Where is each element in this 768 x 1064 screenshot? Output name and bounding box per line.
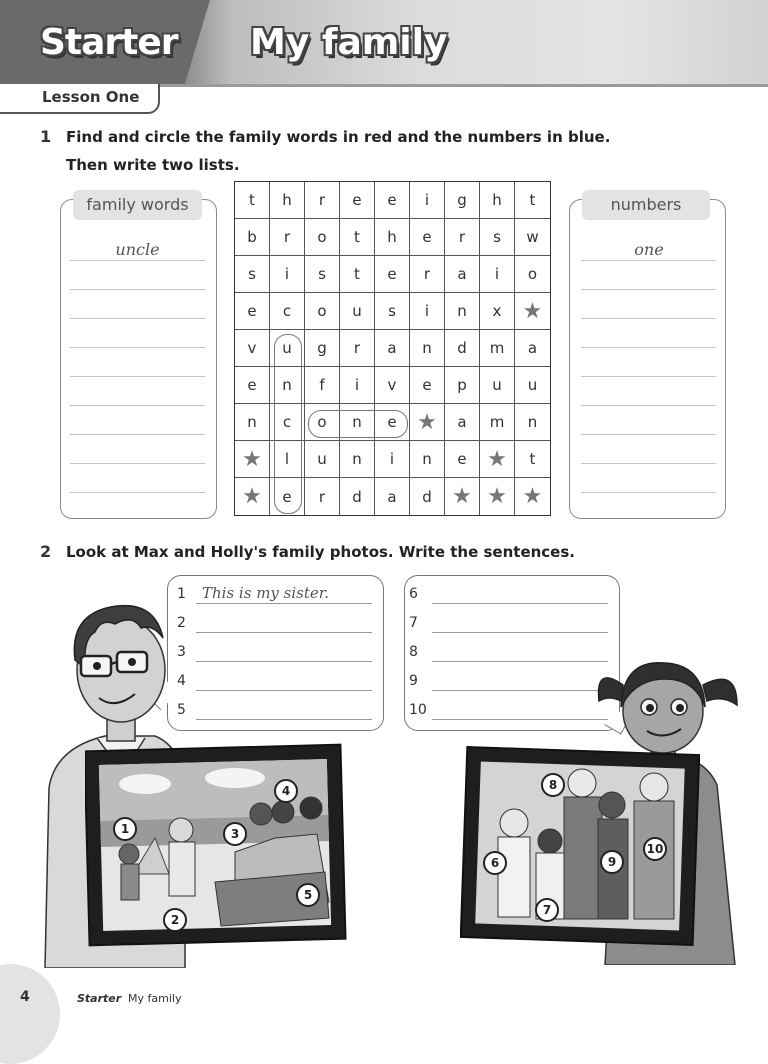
- grid-cell: m: [480, 404, 515, 441]
- grid-cell: i: [410, 182, 445, 219]
- photo-callout: 10: [643, 837, 667, 861]
- photo-callout: 8: [541, 773, 565, 797]
- ruled-line: [581, 260, 716, 261]
- grid-cell: i: [410, 293, 445, 330]
- sentence-number: 7: [409, 615, 418, 631]
- numbers-example: one: [634, 240, 664, 259]
- ruled-line: [581, 376, 716, 377]
- grid-cell: n: [340, 404, 375, 441]
- ruled-line: [70, 347, 205, 348]
- page-number-disc: [0, 964, 60, 1064]
- grid-cell: w: [515, 219, 550, 256]
- write-line: [432, 690, 608, 691]
- grid-cell: e: [410, 367, 445, 404]
- grid-cell: ★: [410, 404, 445, 441]
- grid-cell: n: [515, 404, 550, 441]
- ruled-line: [70, 434, 205, 435]
- footer-topic: My family: [128, 992, 182, 1005]
- grid-cell: ★: [445, 478, 480, 515]
- exercise-2-instruction: Look at Max and Holly's family photos. Write the sentences.: [66, 543, 575, 561]
- grid-cell: ★: [235, 478, 270, 515]
- grid-cell: v: [235, 330, 270, 367]
- ruled-line: [70, 463, 205, 464]
- grid-cell: u: [480, 367, 515, 404]
- grid-cell: r: [410, 256, 445, 293]
- write-line: [432, 603, 608, 604]
- grid-cell: o: [515, 256, 550, 293]
- grid-cell: v: [375, 367, 410, 404]
- ruled-line: [581, 289, 716, 290]
- example-sentence: This is my sister.: [202, 584, 330, 602]
- ruled-line: [581, 347, 716, 348]
- sentence-number: 5: [177, 702, 186, 718]
- grid-cell: e: [375, 404, 410, 441]
- grid-cell: ★: [480, 441, 515, 478]
- grid-cell: h: [375, 219, 410, 256]
- ruled-line: [70, 318, 205, 319]
- grid-cell: d: [445, 330, 480, 367]
- grid-cell: s: [235, 256, 270, 293]
- ruled-line: [581, 463, 716, 464]
- grid-cell: f: [305, 367, 340, 404]
- grid-cell: o: [305, 219, 340, 256]
- grid-cell: n: [340, 441, 375, 478]
- grid-cell: d: [410, 478, 445, 515]
- grid-cell: s: [305, 256, 340, 293]
- sentence-number: 3: [177, 644, 186, 660]
- grid-cell: g: [445, 182, 480, 219]
- grid-cell: h: [270, 182, 305, 219]
- photo-callout: 3: [223, 822, 247, 846]
- circled-word-uncle: [274, 334, 302, 514]
- grid-cell: m: [480, 330, 515, 367]
- sentence-number: 1: [177, 586, 186, 602]
- grid-cell: d: [340, 478, 375, 515]
- grid-cell: n: [235, 404, 270, 441]
- grid-cell: ★: [522, 484, 543, 509]
- grid-cell: t: [235, 182, 270, 219]
- photo-callout: 9: [600, 850, 624, 874]
- grid-cell: a: [375, 478, 410, 515]
- exercise-2-number: 2: [40, 542, 52, 561]
- grid-cell: a: [375, 330, 410, 367]
- grid-cell: r: [445, 219, 480, 256]
- grid-cell: a: [445, 404, 480, 441]
- footer-unit: Starter: [77, 992, 122, 1005]
- sentence-number: 9: [409, 673, 418, 689]
- grid-cell: t: [515, 441, 550, 478]
- write-line: [432, 632, 608, 633]
- ruled-line: [70, 492, 205, 493]
- grid-cell: i: [270, 256, 305, 293]
- ruled-line: [70, 260, 205, 261]
- lesson-label: Lesson One: [42, 88, 140, 106]
- grid-cell: r: [340, 330, 375, 367]
- sentence-number: 10: [409, 702, 427, 718]
- grid-cell: u: [305, 441, 340, 478]
- grid-cell: e: [235, 367, 270, 404]
- sentence-number: 8: [409, 644, 418, 660]
- ruled-line: [581, 492, 716, 493]
- ruled-line: [581, 434, 716, 435]
- circled-word-one: [308, 410, 408, 438]
- sentence-number: 4: [177, 673, 186, 689]
- ruled-line: [70, 376, 205, 377]
- grid-cell: n: [410, 330, 445, 367]
- grid-cell: h: [480, 182, 515, 219]
- exercise-1-number: 1: [40, 127, 52, 146]
- sentence-number: 2: [177, 615, 186, 631]
- photo-callout: 5: [296, 883, 320, 907]
- grid-cell: u: [340, 293, 375, 330]
- grid-cell: e: [375, 182, 410, 219]
- exercise-1-instruction-line2: Then write two lists.: [66, 156, 240, 174]
- sentence-number: 6: [409, 586, 418, 602]
- photo-callout: 7: [535, 898, 559, 922]
- photo-callout: 1: [113, 817, 137, 841]
- page-number: 4: [20, 989, 30, 1005]
- grid-cell: i: [340, 367, 375, 404]
- grid-cell: ★: [480, 478, 515, 515]
- grid-cell: g: [305, 330, 340, 367]
- grid-cell: e: [375, 256, 410, 293]
- numbers-heading: numbers: [582, 190, 710, 220]
- family-words-heading: family words: [73, 190, 202, 220]
- unit-title: Starter: [40, 22, 178, 63]
- grid-cell: c: [270, 404, 305, 441]
- grid-cell: c: [270, 293, 305, 330]
- grid-cell: l: [270, 441, 305, 478]
- grid-cell: ★: [515, 293, 550, 330]
- grid-cell: t: [340, 256, 375, 293]
- ruled-line: [581, 318, 716, 319]
- photo-callout: 6: [483, 851, 507, 875]
- grid-cell: e: [445, 441, 480, 478]
- grid-cell: a: [515, 330, 550, 367]
- grid-cell: e: [340, 182, 375, 219]
- grid-cell: n: [270, 367, 305, 404]
- write-line: [432, 719, 608, 720]
- grid-cell: i: [375, 441, 410, 478]
- photo-callout: 2: [163, 908, 187, 932]
- grid-cell: r: [305, 478, 340, 515]
- family-words-example: uncle: [115, 240, 160, 259]
- grid-cell: n: [410, 441, 445, 478]
- grid-cell: b: [235, 219, 270, 256]
- ruled-line: [70, 405, 205, 406]
- grid-cell: r: [305, 182, 340, 219]
- max-family-photo: [85, 742, 347, 948]
- page-title: My family: [250, 22, 448, 63]
- grid-cell: ★: [235, 441, 270, 478]
- ruled-line: [581, 405, 716, 406]
- grid-cell: e: [235, 293, 270, 330]
- grid-cell: n: [445, 293, 480, 330]
- grid-cell: t: [515, 182, 550, 219]
- grid-cell: r: [270, 219, 305, 256]
- grid-cell: u: [270, 330, 305, 367]
- grid-cell: o: [305, 293, 340, 330]
- grid-cell: e: [410, 219, 445, 256]
- grid-cell: t: [340, 219, 375, 256]
- grid-cell: o: [305, 404, 340, 441]
- grid-cell: a: [445, 256, 480, 293]
- grid-cell: e: [270, 478, 305, 515]
- grid-cell: s: [480, 219, 515, 256]
- ruled-line: [70, 289, 205, 290]
- grid-cell: s: [375, 293, 410, 330]
- exercise-1-instruction-line1: Find and circle the family words in red and the numbers in blue.: [66, 128, 611, 146]
- grid-cell: p: [445, 367, 480, 404]
- write-line: [432, 661, 608, 662]
- photo-callout: 4: [274, 779, 298, 803]
- grid-cell: x: [480, 293, 515, 330]
- grid-cell: u: [515, 367, 550, 404]
- grid-cell: i: [480, 256, 515, 293]
